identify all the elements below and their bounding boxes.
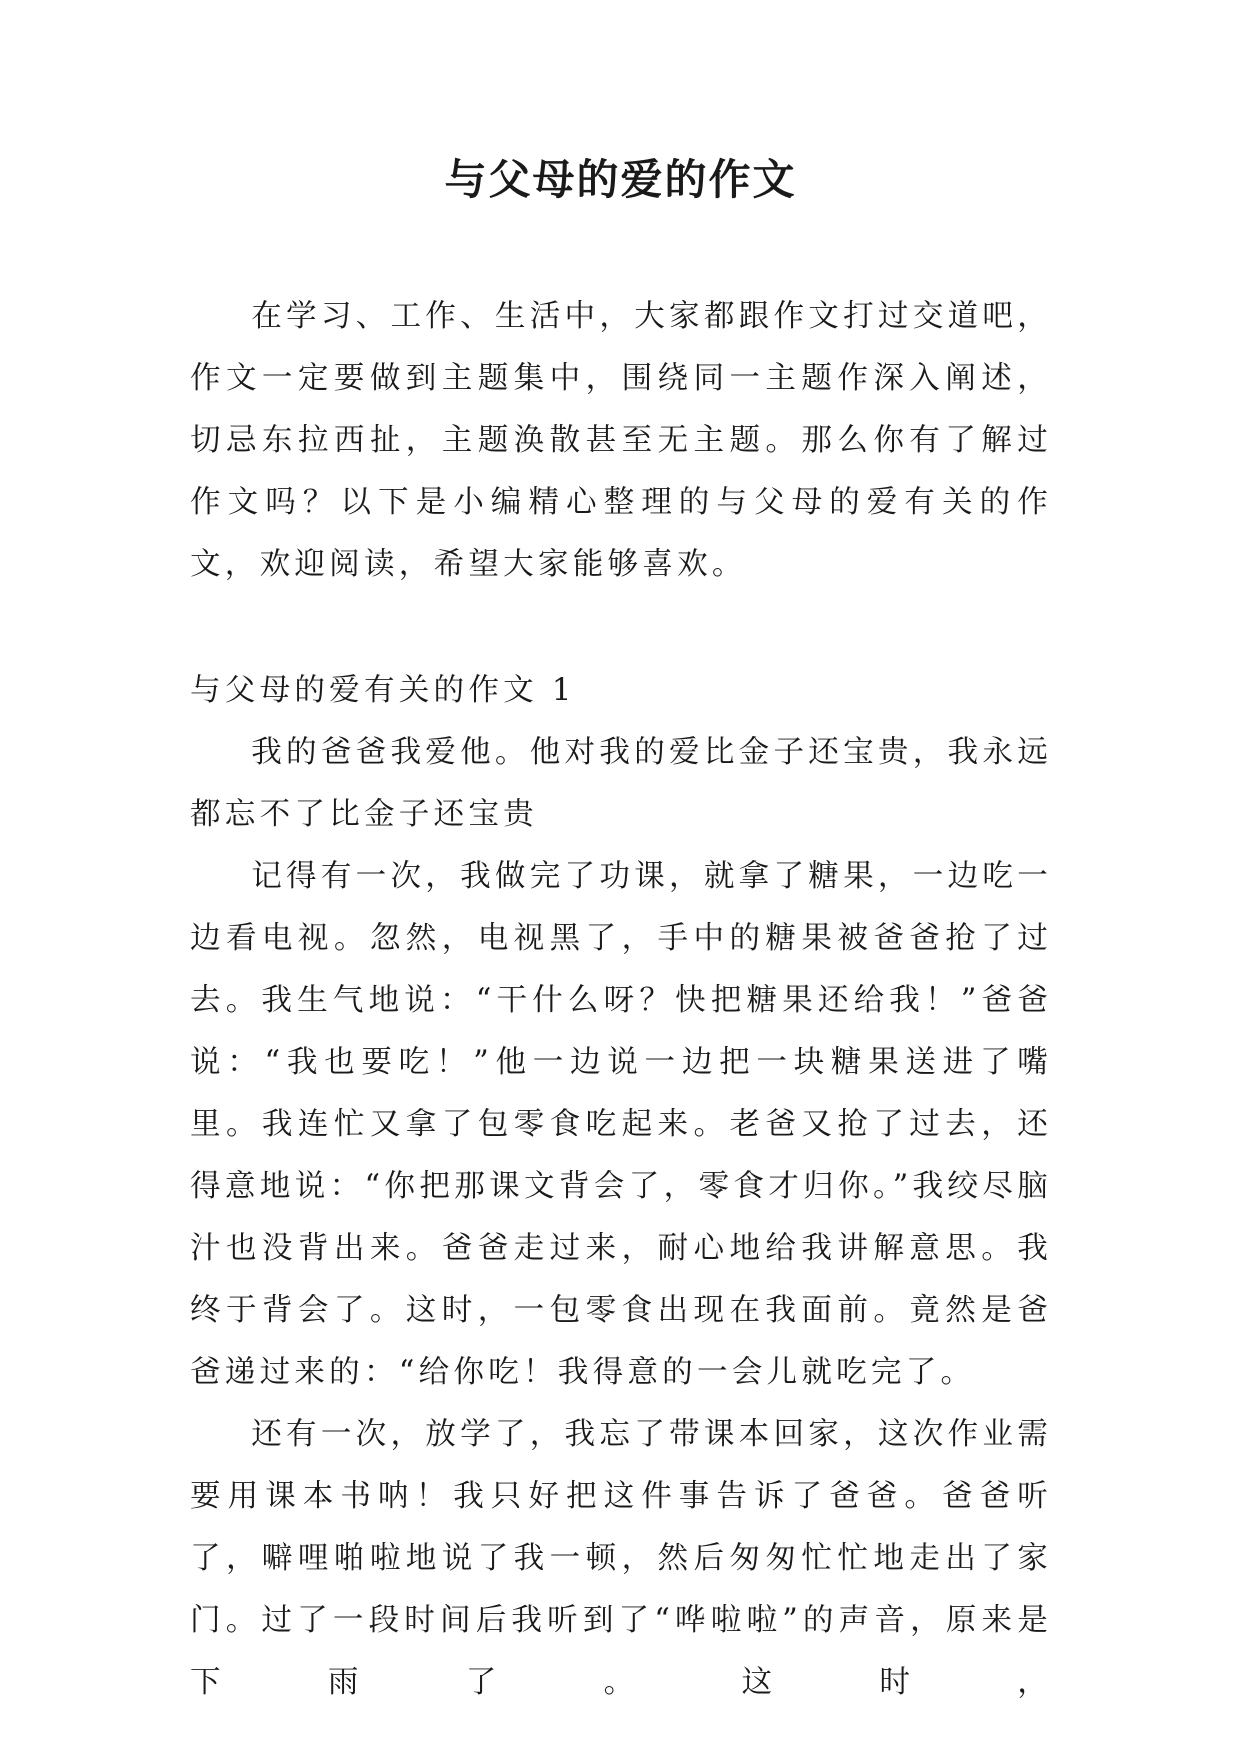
section-heading: 与父母的爱有关的作文 1	[190, 673, 576, 708]
body-paragraph-1: 我的爸爸我爱他。他对我的爱比金子还宝贵，我永远都忘不了比金子还宝贵	[190, 735, 1052, 832]
paragraph-spacer	[190, 596, 1052, 660]
intro-paragraph: 在学习、工作、生活中，大家都跟作文打过交道吧，作文一定要做到主题集中，围绕同一主题作深入阐述，切忌东拉西扯，主题涣散甚至无主题。那么你有了解过作文吗？以下是小编精心整理的与父母的爱有关的作文，欢迎阅读，希望大家能够喜欢。	[190, 299, 1052, 582]
body-paragraph-3: 还有一次，放学了，我忘了带课本回家，这次作业需要用课本书呐！我只好把这件事告诉了爸爸。爸爸听了，噼哩啪啦地说了我一顿，然后匆匆忙忙地走出了家门。过了一段时间后我听到了“哗啦啦”的声音，原来是下雨了。这时，	[190, 1417, 1052, 1700]
document-title: 与父母的爱的作文	[444, 155, 797, 204]
document-body	[190, 286, 1052, 1714]
body-paragraph-2: 记得有一次，我做完了功课，就拿了糖果，一边吃一边看电视。忽然，电视黑了，手中的糖果被爸爸抢了过去。我生气地说：“干什么呀？快把糖果还给我！”爸爸说：“我也要吃！”他一边说一边把一块糖果送进了嘴里。我连忙又拿了包零食吃起来。老爸又抢了过去，还得意地说：“你把那课文背会了，零食才归你。”我绞尽脑汁也没背出来。爸爸走过来，耐心地给我讲解意思。我终于背会了。这时，一包零食出现在我面前。竟然是爸爸递过来的：“给你吃！我得意的一会儿就吃完了。	[190, 859, 1052, 1390]
